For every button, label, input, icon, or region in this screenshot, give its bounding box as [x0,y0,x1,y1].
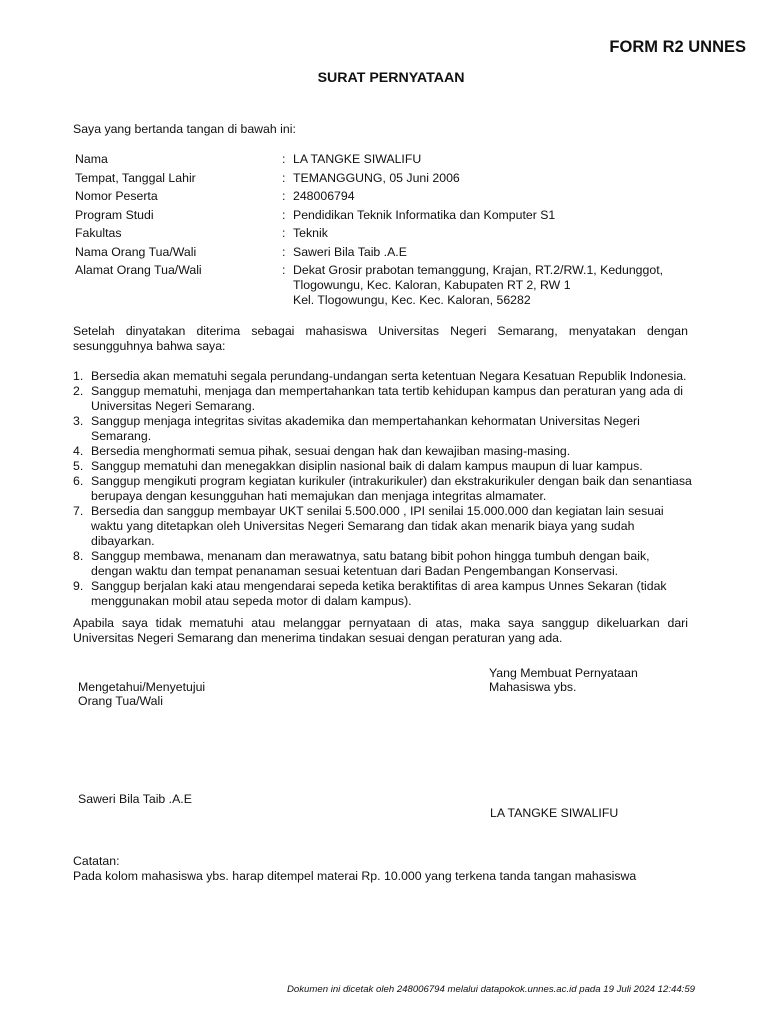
note-text: Pada kolom mahasiswa ybs. harap ditempel materai Rp. 10.000 yang terkena tanda tangan mahasiswa [73,869,637,883]
statement-item-number: 3. [73,414,84,428]
identity-value: TEMANGGUNG, 05 Juni 2006 [293,170,460,185]
identity-row [75,263,715,308]
identity-colon: : [282,170,286,185]
closing-text: Apabila saya tidak mematuhi atau melanggar pernyataan di atas, maka saya sanggup dikeluarkan dari Universitas Negeri Semarang dan menerima tindakan sesuai dengan peraturan yang ada. [73,616,688,645]
statement-list [73,369,693,609]
identity-row [75,189,715,208]
identity-colon: : [282,152,286,166]
identity-colon: : [282,189,286,203]
identity-label: Tempat, Tanggal Lahir [75,170,196,185]
identity-row [75,171,715,190]
identity-row [75,152,715,171]
statement-item-text: Bersedia akan mematuhi segala perundang-undangan serta ketentuan Negara Kesatuan Republik Indonesia. [91,369,687,383]
identity-row [75,245,715,264]
witness-name: Saweri Bila Taib .A.E [78,792,192,806]
statement-item-number: 7. [73,504,84,518]
identity-value: 248006794 [293,189,355,203]
statement-item-text: Bersedia menghormati semua pihak, sesuai dengan hak dan kewajiban masing-masing. [91,444,571,458]
statement-item-number: 1. [73,369,84,383]
witness-role: Orang Tua/Wali [78,694,163,708]
identity-colon: : [282,226,286,240]
witness-label: Mengetahui/Menyetujui [78,680,206,694]
statement-item [73,414,693,444]
statement-item-number: 8. [73,549,84,563]
print-footer: Dokumen ini dicetak oleh 248006794 melalui datapokok.unnes.ac.id pada 19 Juli 2024 12:44:59 [286,984,695,995]
statement-item [73,384,693,414]
statement-item-text: Sanggup mengikuti program kegiatan kurikuler (intrakurikuler) dan ekstrakurikuler dengan baik dan senantiasa berupaya dengan kesungguhan hati memajukan dan menjaga integritas almamater. [91,474,692,503]
statement-text: Setelah dinyatakan diterima sebagai mahasiswa Universitas Negeri Semarang, menyatakan dengan sesungguhnya bahwa saya: [73,324,688,353]
statement-item [73,459,693,474]
identity-label: Nama Orang Tua/Wali [75,244,197,259]
intro-text: Saya yang bertanda tangan di bawah ini: [73,122,296,136]
statement-item [73,549,693,579]
statement-item-text: Sanggup mematuhi dan menegakkan disiplin nasional baik di dalam kampus maupun di luar kampus. [91,459,643,473]
identity-label: Fakultas [75,226,122,240]
identity-colon: : [282,263,286,277]
statement-item-text: Bersedia dan sanggup membayar UKT senilai 5.500.000 , IPI senilai 15.000.000 dan kegiatan lain sesuai waktu yang ditetapkan oleh Universitas Negeri Semarang dan tidak akan menarik biaya yang sudah dibayarkan. [91,504,664,548]
identity-row [75,208,715,227]
statement-item-text: Sanggup menjaga integritas sivitas akademika dan mempertahankan kehormatan Universitas Negeri Semarang. [91,414,640,443]
identity-value: Saweri Bila Taib .A.E [293,244,407,259]
document-title: SURAT PERNYATAAN [317,70,465,86]
identity-value: LA TANGKE SIWALIFU [293,152,422,166]
identity-label: Alamat Orang Tua/Wali [75,263,202,277]
identity-value: Teknik [293,226,328,240]
identity-label: Nomor Peserta [75,189,158,203]
statement-item-text: Sanggup mematuhi, menjaga dan mempertahankan tata tertib kehidupan kampus dan peraturan yang ada di Universitas Negeri Semarang. [91,384,684,413]
statement-item [73,579,693,609]
identity-label: Program Studi [75,207,154,222]
identity-colon: : [282,244,286,259]
statement-item-number: 5. [73,459,84,473]
note-label: Catatan: [73,854,120,868]
identity-label: Nama [75,152,108,166]
identity-value: Pendidikan Teknik Informatika dan Komputer S1 [293,207,556,222]
maker-name: LA TANGKE SIWALIFU [490,806,619,820]
statement-item-text: Sanggup berjalan kaki atau mengendarai sepeda ketika beraktifitas di area kampus Unnes Sekaran (tidak menggunakan mobil atau sepeda motor di dalam kampus). [91,579,667,608]
form-code: FORM R2 UNNES [609,38,746,56]
statement-item-text: Sanggup membawa, menanam dan merawatnya, satu batang bibit pohon hingga tumbuh dengan baik, dengan waktu dan tempat penanaman sesuai ketentuan dari Badan Pengembangan Konservasi. [91,549,650,578]
statement-item-number: 6. [73,474,84,488]
statement-item [73,504,693,549]
statement-item [73,369,693,384]
identity-colon: : [282,207,286,222]
identity-table [75,152,715,308]
statement-item-number: 9. [73,579,84,593]
statement-item-number: 4. [73,444,84,458]
identity-value: Dekat Grosir prabotan temanggung, Krajan, RT.2/RW.1, Kedunggot, Tlogowungu, Kec. Kaloran, Kabupaten RT 2, RW 1 Kel. Tlogowungu, Kec. Kec. Kaloran, 56282 [293,263,664,307]
maker-role: Mahasiswa ybs. [489,680,577,694]
statement-item [73,444,693,459]
statement-item-number: 2. [73,384,84,398]
maker-label: Yang Membuat Pernyataan [489,666,638,680]
statement-item [73,474,693,504]
identity-row [75,226,715,245]
